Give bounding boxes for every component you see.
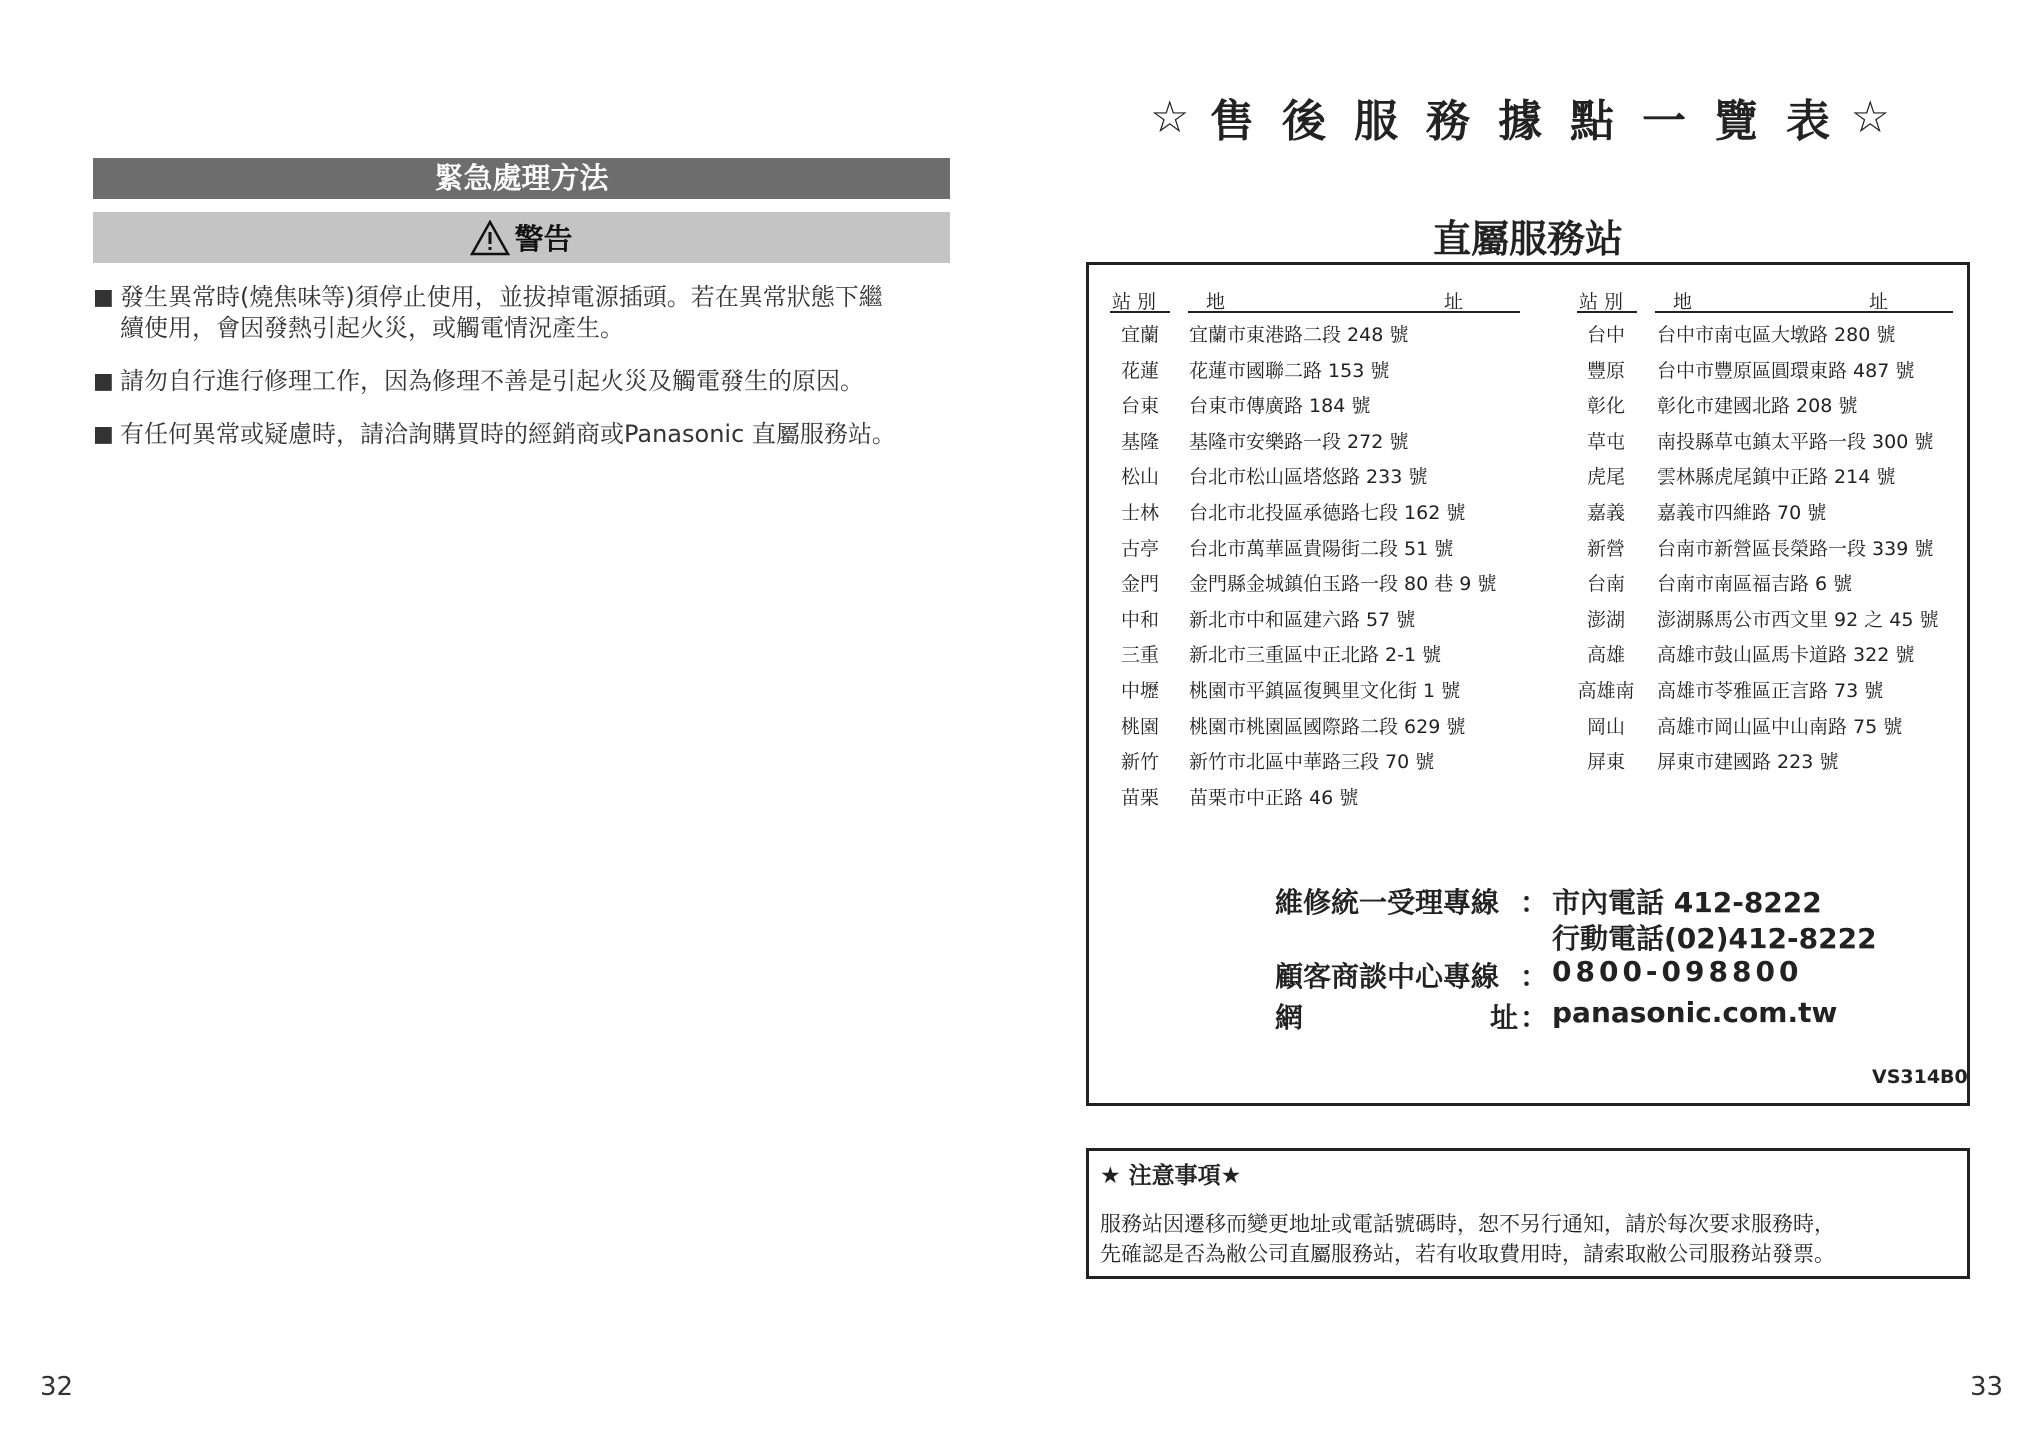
colon: ： [1520,960,1549,993]
column-header-station: 站 別 [1577,287,1637,313]
website-label: 址 [1490,1001,1519,1034]
warning-label: 警告 [514,222,573,256]
station-address: 高雄市鼓山區馬卡道路 322 號 [1657,644,1915,666]
section-subtitle: 直屬服務站 [1432,217,1623,261]
station-name: 高雄南 [1577,680,1635,702]
station-name: 桃園 [1120,716,1159,738]
station-address: 金門縣金城鎮伯玉路一段 80 巷 9 號 [1189,573,1497,595]
station-name: 草屯 [1586,431,1625,453]
page-number-right: 33 [1970,1372,2004,1402]
repair-hotline-label: 維修統一受理專線 [1275,886,1500,919]
bullet-text: 有任何異常或疑慮時，請洽詢購買時的經銷商或Panasonic 直屬服務站。 [120,420,896,448]
column-header-address: 地 址 [1188,287,1520,313]
station-name: 屏東 [1586,751,1625,773]
section-title: 緊急處理方法 [93,158,950,199]
station-name: 士林 [1120,502,1159,524]
star-outline-icon: ☆ [1850,91,1890,143]
bullet-text: 續使用，會因發熱引起火災，或觸電情況產生。 [120,314,624,342]
station-address: 新竹市北區中華路三段 70 號 [1189,751,1435,773]
warning-banner [93,212,950,263]
bullet-item [93,282,953,344]
page-title: 售後服務據點一覽表 [1210,96,1858,147]
station-address: 台北市松山區塔悠路 233 號 [1189,466,1428,488]
station-name: 豐原 [1586,360,1625,382]
warning-triangle-icon [470,220,510,256]
station-address: 桃園市桃園區國際路二段 629 號 [1189,716,1466,738]
station-address: 新北市三重區中正北路 2-1 號 [1189,644,1442,666]
station-address: 高雄市岡山區中山南路 75 號 [1657,716,1903,738]
station-name: 澎湖 [1586,609,1625,631]
station-name: 虎尾 [1586,466,1625,488]
station-name: 三重 [1120,644,1159,666]
station-address: 嘉義市四維路 70 號 [1657,502,1827,524]
bullet-text: 發生異常時(燒焦味等)須停止使用，並拔掉電源插頭。若在異常狀態下繼 [120,283,883,311]
square-bullet-icon: ■ [93,422,114,447]
station-name: 中壢 [1120,680,1159,702]
station-address: 台東市傳廣路 184 號 [1189,395,1371,417]
station-name: 彰化 [1586,395,1625,417]
station-name: 嘉義 [1586,502,1625,524]
station-name: 新竹 [1120,751,1159,773]
consult-hotline-label: 顧客商談中心專線 [1275,960,1500,993]
column-header-address: 地 址 [1655,287,1953,313]
notice-text: 服務站因遷移而變更地址或電話號碼時，恕不另行通知，請於每次要求服務時， [1100,1212,1835,1236]
station-name: 基隆 [1120,431,1159,453]
station-address: 基隆市安樂路一段 272 號 [1189,431,1409,453]
station-name: 松山 [1120,466,1159,488]
warning-bullet-list [93,282,953,472]
station-name: 中和 [1120,609,1159,631]
repair-phone-landline: 市內電話 412-8222 [1552,886,1822,919]
website-url[interactable]: panasonic.com.tw [1552,996,1838,1029]
station-address: 彰化市建國北路 208 號 [1657,395,1858,417]
station-address: 台北市北投區承德路七段 162 號 [1189,502,1466,524]
station-address: 宜蘭市東港路二段 248 號 [1189,324,1409,346]
station-name: 宜蘭 [1120,324,1159,346]
station-address: 台南市新營區長榮路一段 339 號 [1657,538,1934,560]
station-name: 台東 [1120,395,1159,417]
station-name: 台南 [1586,573,1625,595]
station-address: 南投縣草屯鎮太平路一段 300 號 [1657,431,1934,453]
bullet-item [93,366,953,397]
notice-title: ★ 注意事項★ [1100,1163,1242,1189]
square-bullet-icon: ■ [93,285,114,310]
station-address: 桃園市平鎮區復興里文化街 1 號 [1189,680,1461,702]
bullet-item [93,419,953,450]
station-address: 高雄市苓雅區正言路 73 號 [1657,680,1884,702]
star-outline-icon: ☆ [1150,91,1190,143]
station-address: 屏東市建國路 223 號 [1657,751,1839,773]
station-name: 台中 [1586,324,1625,346]
station-name: 新營 [1586,538,1625,560]
repair-phone-mobile: 行動電話(02)412-8222 [1552,922,1877,955]
station-name: 花蓮 [1120,360,1159,382]
station-address: 台北市萬華區貴陽街二段 51 號 [1189,538,1454,560]
website-label: 網 [1275,1001,1304,1034]
station-name: 金門 [1120,573,1159,595]
column-header-station: 站 別 [1110,287,1170,313]
station-name: 苗栗 [1120,787,1159,809]
consult-phone: 0800-098800 [1552,955,1803,988]
model-code: VS314B0 [1872,1066,1968,1088]
page-number-left: 32 [40,1372,74,1402]
colon: ： [1520,1001,1549,1034]
station-name: 岡山 [1586,716,1625,738]
page-header [1150,85,1890,149]
notice-text: 先確認是否為敝公司直屬服務站，若有收取費用時，請索取敝公司服務站發票。 [1100,1242,1835,1266]
station-address: 澎湖縣馬公市西文里 92 之 45 號 [1657,609,1939,631]
station-address: 雲林縣虎尾鎮中正路 214 號 [1657,466,1896,488]
colon: ： [1520,886,1549,919]
station-address: 台中市豐原區圓環東路 487 號 [1657,360,1915,382]
station-name: 高雄 [1586,644,1625,666]
station-address: 花蓮市國聯二路 153 號 [1189,360,1390,382]
square-bullet-icon: ■ [93,369,114,394]
station-address: 苗栗市中正路 46 號 [1189,787,1359,809]
station-name: 古亭 [1120,538,1159,560]
station-address: 新北市中和區建六路 57 號 [1189,609,1416,631]
station-address: 台南市南區福吉路 6 號 [1657,573,1853,595]
station-address: 台中市南屯區大墩路 280 號 [1657,324,1896,346]
bullet-text: 請勿自行進行修理工作，因為修理不善是引起火災及觸電發生的原因。 [120,367,864,395]
